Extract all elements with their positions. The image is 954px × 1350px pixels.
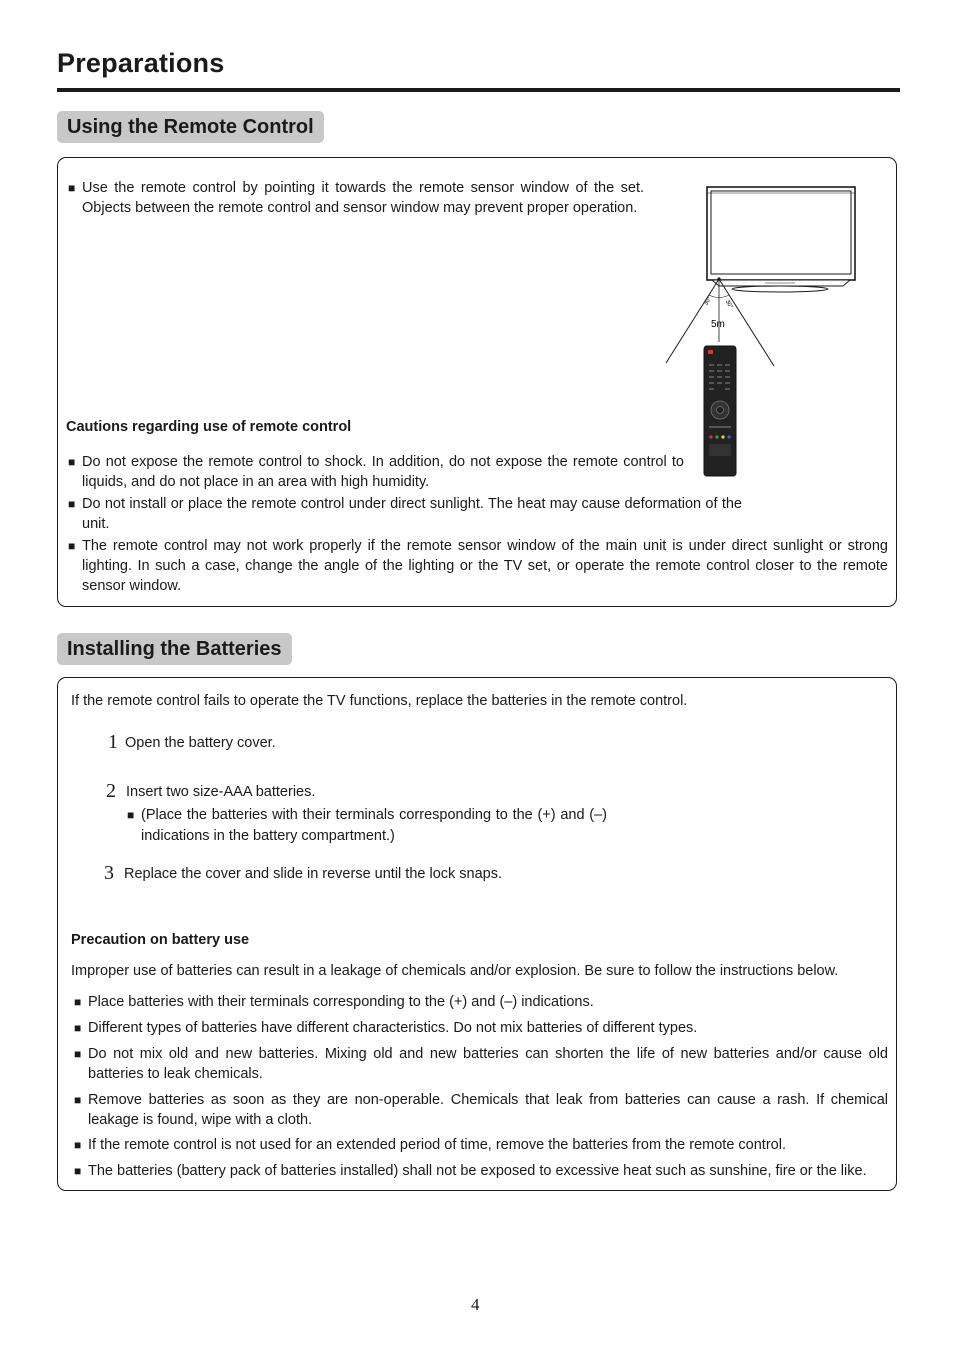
- page-number: 4: [471, 1295, 480, 1314]
- title-rule: [57, 88, 900, 92]
- step-sub-bullet: ■ (Place the batteries with their terminals corresponding to the (+) and (–) indications in the battery compartment.): [127, 807, 607, 844]
- precaution-item: ■ Remove batteries as soon as they are non-operable. Chemicals that leak from batteries can cause a rash. If chemical leakage is found, wipe with a cloth.: [74, 1092, 888, 1128]
- section-heading-batteries: Installing the Batteries: [57, 633, 292, 665]
- bullet-square-icon: ■: [74, 1138, 82, 1152]
- precaution-item: ■ Place batteries with their terminals corresponding to the (+) and (–) indications.: [74, 994, 594, 1010]
- cautions-heading: Cautions regarding use of remote control: [66, 419, 352, 435]
- bullet-square-icon: ■: [68, 181, 76, 195]
- page-title: Preparations: [57, 48, 225, 78]
- remote-diagram: [660, 182, 860, 482]
- bullet-square-icon: ■: [74, 1047, 82, 1061]
- bullet-square-icon: ■: [74, 1021, 82, 1035]
- bullet-square-icon: ■: [127, 808, 135, 822]
- caution-item: ■ The remote control may not work properly if the remote sensor window of the main unit is under direct sunlight or strong lighting. In such a case, change the angle of the lighting or the TV set, or operate the remote control closer to the remote sensor window.: [68, 538, 888, 594]
- precaution-item: ■ The batteries (battery pack of batteries installed) shall not be exposed to excessive heat such as sunshine, fire or the like.: [74, 1163, 867, 1179]
- step-number: 1: [108, 731, 118, 753]
- precaution-intro: Improper use of batteries can result in a leakage of chemicals and/or explosion. Be sure to follow the instructions below.: [71, 963, 839, 979]
- remote-intro-text: Use the remote control by pointing it towards the remote sensor window of the set. Objects between the remote control and sensor window may prevent proper operation.: [82, 180, 644, 216]
- angle-left-label: 30°: [703, 295, 714, 307]
- tv-icon: [707, 187, 855, 292]
- step-text: Replace the cover and slide in reverse until the lock snaps.: [124, 866, 503, 882]
- caution-item: ■ Do not install or place the remote control under direct sunlight. The heat may cause deformation of the unit.: [68, 496, 742, 532]
- bullet-square-icon: ■: [74, 1093, 82, 1107]
- bullet-square-icon: ■: [68, 497, 76, 511]
- step-text: Open the battery cover.: [125, 735, 276, 751]
- bullet-square-icon: ■: [74, 995, 82, 1009]
- step-text: Insert two size-AAA batteries.: [126, 784, 316, 800]
- precaution-heading: Precaution on battery use: [71, 932, 250, 948]
- caution-item: ■ Do not expose the remote control to shock. In addition, do not expose the remote control to liquids, and do not place in an area with high humidity.: [68, 454, 684, 490]
- remote-control-icon: [704, 346, 736, 476]
- precaution-item: ■ Different types of batteries have different characteristics. Do not mix batteries of different types.: [74, 1020, 698, 1036]
- step-number: 3: [104, 862, 114, 884]
- battery-intro: If the remote control fails to operate the TV functions, replace the batteries in the remote control.: [71, 693, 688, 709]
- precaution-item: ■ Do not mix old and new batteries. Mixing old and new batteries can shorten the life of new batteries and/or cause old batteries to leak chemicals.: [74, 1046, 888, 1082]
- step-number: 2: [106, 780, 116, 802]
- bullet-square-icon: ■: [68, 455, 76, 469]
- section-heading-remote: Using the Remote Control: [57, 111, 324, 143]
- bullet-square-icon: ■: [68, 539, 76, 553]
- precaution-item: ■ If the remote control is not used for an extended period of time, remove the batteries from the remote control.: [74, 1137, 786, 1153]
- bullet-square-icon: ■: [74, 1164, 82, 1178]
- distance-label: 5m: [711, 319, 725, 330]
- angle-right-label: 30°: [723, 299, 734, 310]
- remote-intro-bullet: [68, 178, 644, 218]
